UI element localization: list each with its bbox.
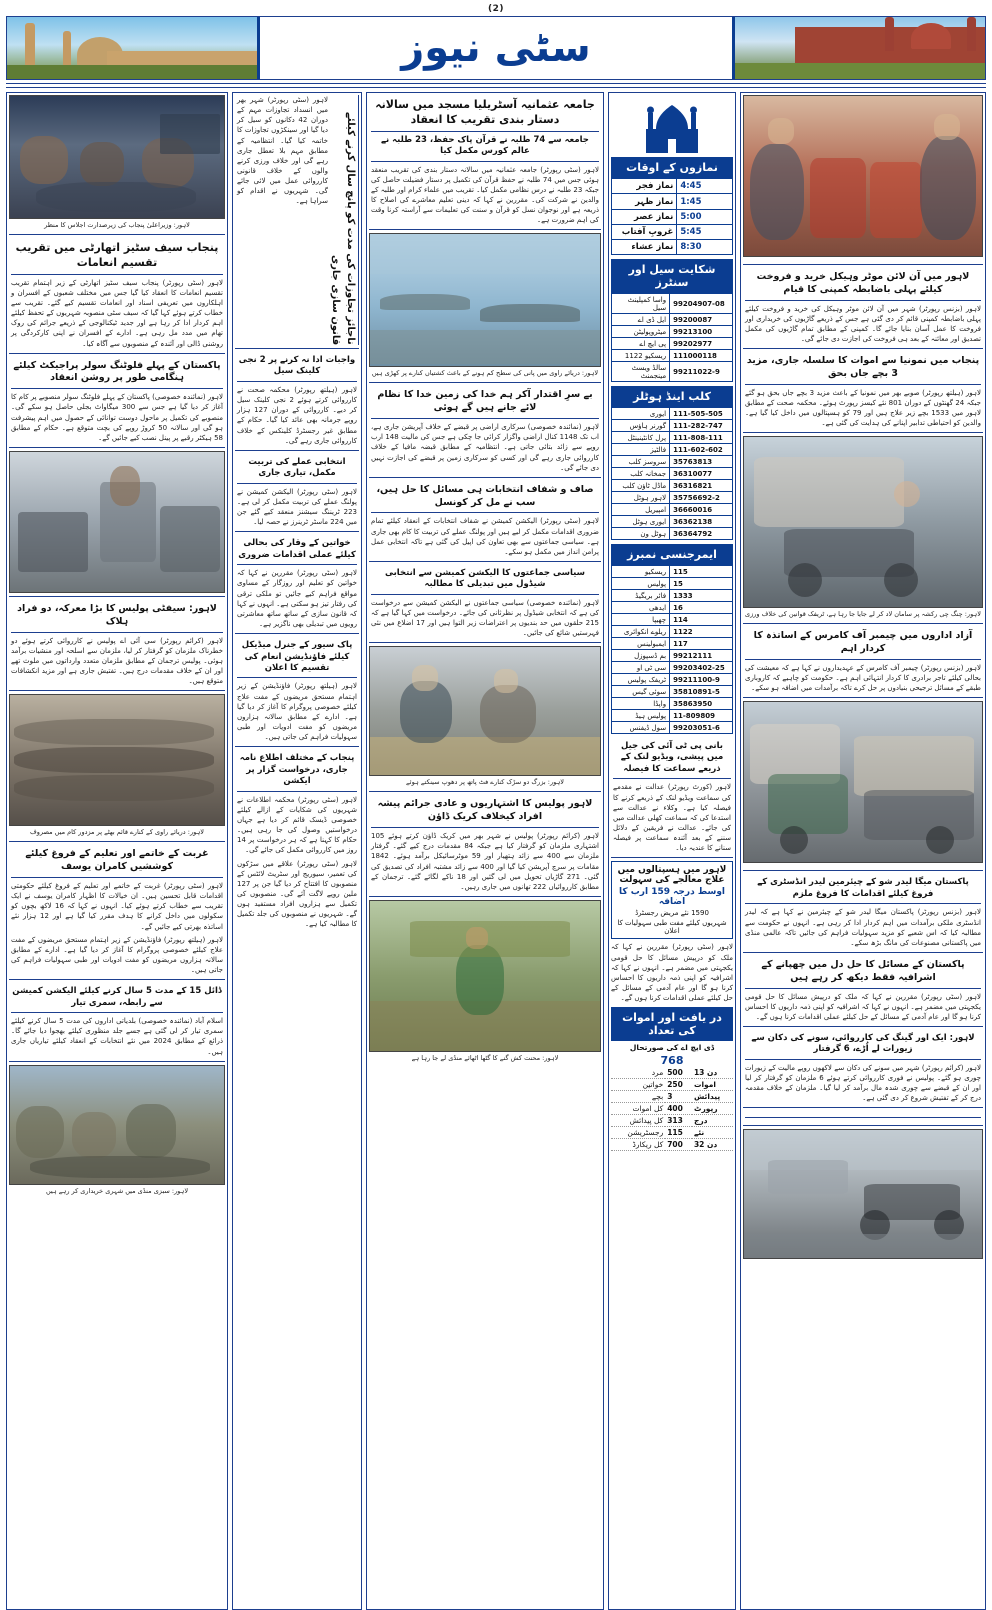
stat-extra: 13 دن <box>692 1067 733 1079</box>
headline: غربت کے خاتمے اور تعلیم کے فروغ کیلئے کوششیں کامران یوسف <box>25 848 209 873</box>
article-body: لاہور (نمائندہ خصوصی) سرکاری اراضی پر قبضے کے خلاف آپریشن جاری ہے، اب تک 1148 کنال اراضی واگزار کرائی جا چکی ہے جس کی مالیت 148 ارب روپے سے زائد بتائی جاتی ہے۔ انتظامیہ کے مطابق قبضہ مافیا کے خلاف کارروائی جاری رہے گی اور کسی کو سرکاری زمین پر قبضے کی اجازت نہیں دی جائے گی۔ <box>371 423 599 472</box>
table-row <box>612 194 733 210</box>
article-body: لاہور (سٹی رپورٹر) محکمہ اطلاعات نے شہریوں کی شکایات کے ازالے کیلئے خصوصی ڈیسک قائم کر دیا ہے جہاں درخواستیں وصول کی جا رہی ہیں۔ حکام کا کہنا ہے کہ ہر درخواست پر 14 روز میں کارروائی مکمل کی جائے گی۔ <box>237 795 357 855</box>
table-row <box>612 528 733 540</box>
headline: لاہور: سیفٹی پولیس کا بڑا معرکہ، دو فراد ہلاک <box>17 603 217 627</box>
prayer-time: 4:45 <box>677 179 733 194</box>
phone-number: 111-808-111 <box>670 432 733 444</box>
directory-extra-text: لاہور (سٹی رپورٹر) مقررین نے کہا کہ ملک کو درپیش مسائل کا حل قومی یکجہتی میں مضمر ہے۔ انہوں نے کہا کہ اشرافیہ کو اپنی ذمہ داریوں کا احساس کرنا ہو گا اور عام آدمی کے مسائل کے حل کیلئے عملی اقدامات کرنا ہوں گے۔ <box>611 943 733 1003</box>
article-body-extra: لاہور (ہیلتھ رپورٹر) فاؤنڈیشن کے زیر اہتمام مستحق مریضوں کے مفت علاج کیلئے خصوصی پروگرام کا آغاز کر دیا گیا ہے۔ ادارے کے مطابق سالانہ ہزاروں مریضوں کو مفت ادویات اور طبی سہولیات فراہم کی جاتی ہیں۔ <box>11 935 223 975</box>
prayer-times-table <box>611 178 733 255</box>
stat-label: کل پیدائش <box>611 1115 665 1127</box>
headline: بانی پی ٹی آئی کی جیل میں پیشی، ویڈیو لنک کے ذریعے سماعت کا فیصلہ <box>620 741 724 774</box>
place-label: ایوری <box>612 408 670 420</box>
headline: پنجاب میں نمونیا سے اموات کا سلسلہ جاری، مزید 3 بچے جاں بحق <box>746 355 980 379</box>
table-row <box>611 1067 733 1079</box>
prayer-label: غروبِ آفتاب <box>612 225 677 240</box>
column-4-directory <box>608 92 736 1610</box>
headline: جامعہ عثمانیہ آسٹریلیا مسجد میں سالانہ دستار بندی تقریب کا انعقاد <box>375 98 595 126</box>
phone-number: 35763813 <box>670 456 733 468</box>
headline: لاہور: ایک اور گینگ کی کارروائی، سونے کی دکان سے زیورات لے اُڑے، 6 گرفتار <box>751 1032 975 1055</box>
column-5 <box>740 92 986 1610</box>
service-label: فائر بریگیڈ <box>612 590 670 602</box>
phone-number: 111000118 <box>670 350 733 362</box>
stats-total: 768 <box>660 1054 684 1068</box>
table-row <box>612 444 733 456</box>
phone-number: 99211100-9 <box>670 674 733 686</box>
stat-label: بچے <box>611 1091 665 1103</box>
prayer-time: 1:45 <box>677 194 733 210</box>
article-poverty-education <box>9 845 225 980</box>
phone-number: 1122 <box>670 626 733 638</box>
article-transparent-election <box>369 481 601 562</box>
article-body: اسلام آباد (نمائندہ خصوصی) بلدیاتی اداروں کی مدت 5 سال کرنے کیلئے سمری تیار کر لی گئی ہے جسے جلد منظوری کیلئے بھجوا دیا جائے گا۔ ذرائع کے مطابق 2024 میں نئے انتخابات کے انعقاد کیلئے تیاریاں جاری ہیں۔ <box>11 1017 223 1056</box>
dept-label: میٹروپولیٹن <box>612 326 670 338</box>
table-row <box>612 362 733 382</box>
article-election-term <box>9 983 225 1062</box>
emergency-numbers-table <box>611 565 733 734</box>
photo-caption <box>743 863 983 867</box>
article-body: لاہور (کورٹ رپورٹر) عدالت نے مقدمے کی سماعت ویڈیو لنک کے ذریعے کرنے کا فیصلہ کیا ہے۔ وکلاء نے عدالت سے استدعا کی کہ سماعت کھلی عدالت میں کی جائے۔ عدالت نے فریقین کے دلائل سننے کے بعد آئندہ سماعت پر فیصلہ سنانے کا عندیہ دیا۔ <box>613 783 731 853</box>
article-body-extra: لاہور (سٹی رپورٹر) علاقے میں سڑکوں کی تعمیر، سیوریج اور سٹریٹ لائٹس کے منصوبوں کا افتتاح کر دیا گیا جن پر 127 ملین روپے لاگت آئے گی۔ منصوبوں کی تکمیل سے ہزاروں افراد مستفید ہوں گے۔ شہریوں نے منصوبوں کی جلد تکمیل کا مطالبہ کیا ہے۔ <box>237 859 357 929</box>
service-label: پولیس ہیڈ <box>612 710 670 722</box>
service-label: واپڈا <box>612 698 670 710</box>
phone-number: 99212111 <box>670 650 733 662</box>
photo-meeting <box>9 95 225 219</box>
masthead-photo-left <box>7 17 257 79</box>
article-safe-city <box>9 238 225 354</box>
headline: پاک سیور کے جنرل میڈیکل کیلئے فاؤنڈیشن انعام کی تقسیم کا اعلان <box>241 640 353 673</box>
table-row <box>612 722 733 734</box>
vertical-headline-block <box>235 95 359 345</box>
dept-label: پی ایچ اے <box>612 338 670 350</box>
table-row <box>612 179 733 194</box>
headline: آزاد اداروں میں چیمبر آف کامرس کے اساتذہ کا کردار اہم <box>753 630 973 655</box>
table-row <box>612 210 733 225</box>
place-label: ایوری ہوٹل <box>612 516 670 528</box>
place-label: ماڈل ٹاؤن کلب <box>612 480 670 492</box>
stat-label: خواتین <box>611 1079 665 1091</box>
phone-number: 36362138 <box>670 516 733 528</box>
table-row <box>611 1127 733 1139</box>
photo-caption: لاہور: وزیراعلیٰ پنجاب کی زیرصدارت اجلاس کا منظر <box>44 221 190 229</box>
table-row <box>612 590 733 602</box>
article-body: لاہور (سٹی رپورٹر) پنجاب سیف سٹیز اتھارٹی کے زیر اہتمام تقریب تقسیم انعامات کا انعقاد کیا گیا جس میں مختلف شعبوں کے افسران و اہلکاروں میں تعریفی اسناد اور انعامات تقسیم کیے گئے۔ تقریب سے خطاب کرتے ہوئے کہا گیا کہ سیف سٹی منصوبہ شہریوں کے تحفظ کیلئے اہم کردار ادا کر رہا ہے اور جدید ٹیکنالوجی کے ذریعے جرائم کی روک تھام میں مدد مل رہی ہے۔ ادارے کے افسران نے اپنی کارکردگی پر روشنی ڈالی اور آئندہ کے منصوبوں سے آگاہ کیا۔ <box>11 278 223 348</box>
phone-number: 36660016 <box>670 504 733 516</box>
article-gold-theft <box>743 1111 983 1126</box>
stat-value: 700 <box>665 1139 692 1151</box>
table-row <box>612 504 733 516</box>
place-label: امپیریل <box>612 504 670 516</box>
complaint-cells-table <box>611 293 733 382</box>
dept-label: ایل ڈی اے <box>612 314 670 326</box>
dept-label: واسا کمپلینٹ سیل <box>612 294 670 314</box>
headline: پنجاب کے مختلف اطلاع نامہ جاری، درخواست گزار پر ایکشن <box>239 753 355 787</box>
stat-extra: درج <box>692 1115 733 1127</box>
table-row <box>612 225 733 240</box>
photo-loaded-motorcycle <box>743 436 983 608</box>
page-number: (2) <box>488 4 504 14</box>
photo-river <box>369 233 601 367</box>
service-label: ٹریفک پولیس <box>612 674 670 686</box>
stat-extra: 32 دن <box>692 1139 733 1151</box>
headline: خواتین کے وقار کی بحالی کیلئے عملی اقدامات ضروری <box>238 538 356 560</box>
photo-water-vendor <box>743 95 983 257</box>
photo-caption: لاہور: دریائے راوی میں پانی کی سطح کم ہونے کے باعث کشتیاں کنارے پر کھڑی ہیں <box>371 369 599 378</box>
ad-footer: شہریوں کیلئے مفت طبی سہولیات کا اعلان <box>617 919 727 936</box>
service-label: سوئی گیس <box>612 686 670 698</box>
subheadline: جامعہ سے 74 طلبہ نے قرآن پاک حفظ، 23 طلبہ نے عالم کورس مکمل کیا <box>381 134 589 157</box>
stat-extra: نئے <box>692 1127 733 1139</box>
content-columns <box>6 92 986 1610</box>
masthead <box>6 16 986 80</box>
article-body: لاہور (بزنس رپورٹر) چیمبر آف کامرس کے عہدیداروں نے کہا ہے کہ معیشت کی بحالی کیلئے تاجر برادری کا کردار انتہائی اہم ہے۔ حکومت کو چاہیے کہ کاروباری طبقے کے مسائل ترجیحی بنیادوں پر حل کرے تاکہ برآمدات میں اضافہ ہو سکے۔ <box>745 664 981 693</box>
article-body: لاہور (سٹی رپورٹر) مقررین نے کہا کہ خواتین کو تعلیم اور روزگار کے مساوی مواقع فراہم کیے جائیں تو ملکی ترقی کی رفتار تیز ہو سکتی ہے۔ انہوں نے کہا کہ قانون سازی کے ساتھ ساتھ معاشرتی رویوں میں تبدیلی بھی ناگزیر ہے۔ <box>237 569 357 628</box>
place-label: جمخانہ کلب <box>612 468 670 480</box>
photo-sugarcane <box>369 900 601 1052</box>
place-label: ہوٹل ون <box>612 528 670 540</box>
dept-label: ریسکیو 1122 <box>612 350 670 362</box>
headline: پاکستان کے پہلے فلوٹنگ سولر پراجیکٹ کیلئے ہنگامی طور پر روشن انعقاد <box>13 359 221 384</box>
article-body: لاہور (نمائندہ خصوصی) سیاسی جماعتوں نے الیکشن کمیشن سے درخواست کی ہے کہ انتخابی شیڈول پر نظرثانی کی جائے۔ درخواست میں کہا گیا ہے کہ 215 حلقوں میں حد بندیوں پر اعتراضات زیر التوا ہیں اور 17 اضلاع میں نئی فہرستیں شائع کی جائیں۔ <box>371 598 599 638</box>
phone-number: 15 <box>670 578 733 590</box>
prayer-label: نماز عشاء <box>612 240 677 255</box>
article-body: لاہور (سٹی رپورٹر) شہر بھر میں انسداد تجاوزات مہم کے دوران 42 دکانوں کو سیل کر دیا گیا اور سینکڑوں تجاوزات کا خاتمہ کیا گیا۔ انتظامیہ کے مطابق مہم بلا تعطل جاری رہے گی اور خلاف ورزی کرنے والوں کے خلاف قانونی کارروائی عمل میں لائی جائے گی۔ شہریوں نے اقدام کو سراہا ہے۔ <box>237 96 328 206</box>
article-body: لاہور (سٹی رپورٹر) غربت کے خاتمے اور تعلیم کے فروغ کیلئے حکومتی اقدامات قابل تحسین ہیں۔ ان خیالات کا اظہار کامران یوسف نے ایک تقریب سے خطاب کرتے ہوئے کیا۔ انہوں نے کہا کہ 16 لاکھ بچوں کو سکولوں میں داخل کرانے کا ہدف مقرر کیا گیا ہے اور 12 ہزار نئے اساتذہ بھرتی کیے جائیں گے۔ <box>11 881 223 931</box>
table-row <box>612 350 733 362</box>
table-row <box>612 468 733 480</box>
phone-number: 99213100 <box>670 326 733 338</box>
phone-number: 1333 <box>670 590 733 602</box>
photo-caption: لاہور: محنت کش گنے کا گٹھا اٹھائے منڈی لے جا رہا ہے <box>411 1053 559 1062</box>
column-3 <box>366 92 604 1610</box>
phone-number: 11-809809 <box>670 710 733 722</box>
headline: واجبات ادا نہ کرنے پر 2 نجی کلینک سیل <box>238 355 356 377</box>
article-land-grab <box>369 386 601 477</box>
table-row <box>612 408 733 420</box>
photo-caption: لاہور: سبزی منڈی میں شہری خریداری کر رہے ہیں <box>45 1186 189 1195</box>
stats-subtitle: ڈی ایچ اے کی صورتحال <box>629 1043 715 1053</box>
photo-sacks <box>9 694 225 826</box>
phone-number: 117 <box>670 638 733 650</box>
table-row <box>612 638 733 650</box>
table-row <box>612 662 733 674</box>
photo-traffic <box>9 451 225 593</box>
phone-number: 16 <box>670 602 733 614</box>
photo-caption <box>743 1259 983 1263</box>
masthead-photo-right <box>735 17 985 79</box>
emergency-numbers-title: ایمرجنسی نمبرز <box>611 544 733 565</box>
stat-extra: پیدائش <box>692 1091 733 1103</box>
phone-number: 99204907-08 <box>670 294 733 314</box>
photo-caption: لاہور: چنگ چی رکشہ پر سامان لاد کر لے جایا جا رہا ہے، ٹریفک قوانین کی خلاف ورزی <box>745 610 981 619</box>
article-body: لاہور (ہیلتھ رپورٹر) محکمہ صحت نے کارروائی کرتے ہوئے 2 نجی کلینک سیل کر دیے۔ کارروائی کے دوران 127 ہزار روپے جرمانہ بھی عائد کیا گیا۔ حکام کے مطابق غیر رجسٹرڈ کلینکس کے خلاف کارروائی جاری رہے گی۔ <box>237 385 358 445</box>
column-1 <box>6 92 228 1610</box>
service-label: چھیپا <box>612 614 670 626</box>
headline: سیاسی جماعتوں کا الیکشن کمیشن سے انتخابی شیڈول میں تبدیلی کا مطالبہ <box>385 567 585 590</box>
service-label: ریسکیو <box>612 566 670 578</box>
article-body: لاہور (کرائم رپورٹر) سی آئی اے پولیس نے کارروائی کرتے ہوئے دو خطرناک ملزمان کو گرفتار کر لیا، ملزمان سے اسلحہ اور منشیات برآمد ہوئی۔ پولیس ترجمان کے مطابق ملزمان متعدد وارداتوں میں ملوث تھے اور ان کے خلاف مقدمات درج ہیں۔ تفتیش جاری ہے اور مزید انکشافات متوقع ہیں۔ <box>11 636 223 686</box>
headline: انتخابی عملے کی تربیت مکمل، تیاری جاری <box>248 456 346 479</box>
ad-box <box>611 861 733 939</box>
article-body: لاہور (بزنس رپورٹر) پاکستان میگا لیدر شو کے چیئرمین نے کہا ہے کہ لیدر انڈسٹری ملکی برآمدات میں اہم کردار ادا کر رہی ہے۔ انہوں نے حکومت سے مطالبہ کیا کہ اس شعبے کو مزید سہولیات فراہم کی جائیں تاکہ عالمی منڈی میں پاکستانی مصنوعات کی مانگ بڑھ سکے۔ <box>745 908 981 947</box>
place-label: پرل کانٹینینٹل <box>612 432 670 444</box>
phone-number: 36310077 <box>670 468 733 480</box>
table-row <box>611 1139 733 1151</box>
place-label: فالٹیز <box>612 444 670 456</box>
photo-caption: لاہور: دریائے راوی کے کنارے قائم بھٹے پر مزدور کام میں مصروف <box>30 828 204 837</box>
table-row <box>612 710 733 722</box>
service-label: پولیس <box>612 578 670 590</box>
table-row <box>611 1091 733 1103</box>
prayer-time: 5:45 <box>677 225 733 240</box>
article-body: لاہور (سٹی رپورٹر) الیکشن کمیشن نے شفاف انتخابات کے انعقاد کیلئے تمام ضروری اقدامات مکمل کر لیے ہیں اور پولنگ عملے کی تربیت کا کام بھی جاری ہے۔ سیاسی جماعتوں سے بھی تعاون کی اپیل کی گئی ہے تاکہ انتخابی عمل پرامن انداز میں مکمل ہو سکے۔ <box>371 517 599 556</box>
table-row <box>612 456 733 468</box>
table-row <box>612 294 733 314</box>
stat-value: 313 <box>665 1115 692 1127</box>
table-row <box>612 578 733 590</box>
service-label: ریلوے انکوائری <box>612 626 670 638</box>
prayer-times-title: نمازوں کے اوقات <box>611 157 733 178</box>
article-chambers <box>743 874 983 953</box>
table-row <box>612 480 733 492</box>
stat-value: 500 <box>665 1067 692 1079</box>
ad-line-2: اوسط درجہ 159 ارب کا اضافہ <box>619 887 725 908</box>
article-mega-leather-show <box>743 956 983 1027</box>
table-row <box>612 326 733 338</box>
article-body: لاہور (ہیلتھ رپورٹر) صوبے بھر میں نمونیا کے باعث مزید 3 بچے جاں بحق ہو گئے جبکہ 24 گھنٹوں کے دوران 801 نئے کیسز رپورٹ ہوئے۔ محکمہ صحت کے مطابق لاہور میں 1533 بچے زیر علاج ہیں اور 79 کو ہسپتالوں میں داخل کیا گیا ہے۔ والدین کو احتیاطی تدابیر اپنانے کی ہدایت کی گئی ہے۔ <box>745 388 981 428</box>
page-title: سٹی نیوز <box>401 25 591 71</box>
stat-value: 115 <box>665 1127 692 1139</box>
phone-number: 99211022-9 <box>670 362 733 382</box>
phone-number: 111-602-602 <box>670 444 733 456</box>
table-row <box>612 602 733 614</box>
table-row <box>611 1115 733 1127</box>
service-label: سی ٹی او <box>612 662 670 674</box>
article-punjab-info <box>235 750 359 933</box>
complaint-cells-title: شکایت سیل اور سنٹرز <box>611 259 733 293</box>
stat-value: 3 <box>665 1091 692 1103</box>
photo-elders <box>369 646 601 776</box>
table-row <box>612 314 733 326</box>
table-row <box>611 1079 733 1091</box>
stat-value: 400 <box>665 1103 692 1115</box>
prayer-time: 8:30 <box>677 240 733 255</box>
photo-caption <box>743 257 983 261</box>
phone-number: 99202977 <box>670 338 733 350</box>
stat-label: کل ریکارڈ <box>611 1139 665 1151</box>
stat-label: مرد <box>611 1067 665 1079</box>
phone-number: 99200087 <box>670 314 733 326</box>
article-ecp-request <box>369 565 601 644</box>
photo-loaded-rickshaw <box>743 701 983 863</box>
article-online-vehicle <box>743 352 983 433</box>
table-row <box>612 338 733 350</box>
headline: پنجاب سیف سٹیز اتھارٹی میں تقریب تقسیم انعامات <box>15 241 219 269</box>
article-crackdown <box>369 795 601 896</box>
article-body: لاہور (بزنس رپورٹر) شہر میں آن لائن موٹر وہیکل کی خرید و فروخت کیلئے پہلی باضابطہ کمپنی قائم کر دی گئی ہے جس کے ذریعے گاڑیوں کی خریداری اور فروخت کا عمل آسان بنایا جائے گا۔ کمپنی کے مطابق تمام گاڑیوں کی مکمل تصدیق اور معائنہ کے بعد ہی فروخت کی اجازت دی جائے گی۔ <box>745 304 981 344</box>
headline: صاف و شفاف انتخابات ہی مسائل کا حل ہیں، سب نے مل کر کونسل <box>376 483 594 508</box>
phone-number: 36316821 <box>670 480 733 492</box>
place-label: گورنر ہاؤس <box>612 420 670 432</box>
service-label: ایمبولینس <box>612 638 670 650</box>
article-misc-2 <box>235 454 359 533</box>
clubs-hotels-table <box>611 407 733 540</box>
mosque-icon <box>611 95 733 155</box>
prayer-time: 5:00 <box>677 210 733 225</box>
table-row <box>612 698 733 710</box>
prayer-label: نماز فجر <box>612 179 677 194</box>
article-police-success <box>9 600 225 691</box>
service-label: بم ڈسپوزل <box>612 650 670 662</box>
table-row <box>612 626 733 638</box>
headline: پاکستان کے مسائل کا حل دل میں چھپانے کے اشرافیہ فقط دیکھ کر رہے ہیں <box>761 958 965 983</box>
table-row <box>612 686 733 698</box>
service-label: سول ڈیفنس <box>612 722 670 734</box>
article-body: لاہور (کرائم رپورٹر) پولیس نے شہر بھر میں کریک ڈاؤن کرتے ہوئے 105 اشتہاری ملزمان کو گرفتار کیا ہے جبکہ 84 مقدمات درج کیے گئے۔ گرفتار ملزمان سے 400 سے زائد ہتھیار اور 59 موٹرسائیکل برآمد ہوئے۔ 1842 مقامات پر سرچ آپریشن کیا گیا اور 400 سے زائد مشتبہ افراد کی تصدیق کی گئی۔ 271 گاڑیاں تحویل میں لی گئیں اور 18 ناکے لگائے گئے۔ ترجمان کے مطابق کارروائیاں 222 تھانوں میں جاری رہیں۔ <box>371 832 600 891</box>
table-row <box>612 516 733 528</box>
stat-extra: رپورٹ <box>692 1103 733 1115</box>
article-ptcl-council <box>611 738 733 858</box>
article-dastar-bandi <box>369 95 601 230</box>
article-body: لاہور (سٹی رپورٹر) الیکشن کمیشن نے پولنگ عملے کی تربیت مکمل کر لی ہے۔ 223 ٹریننگ سیشنز منعقد کیے گئے جن میں 224 ماسٹر ٹرینرز نے حصہ لیا۔ <box>237 487 357 527</box>
stat-value: 250 <box>665 1079 692 1091</box>
table-row <box>612 650 733 662</box>
service-label: ایدھی <box>612 602 670 614</box>
phone-number: 111-505-505 <box>670 408 733 420</box>
table-row <box>612 432 733 444</box>
article-body: لاہور (نمائندہ خصوصی) پاکستان کے پہلے فلوٹنگ سولر منصوبے پر کام کا آغاز کر دیا گیا ہے جس سے 300 میگاواٹ بجلی حاصل ہو سکے گی۔ منصوبے کی تکمیل پر ماحول دوست توانائی کے حصول میں اہم پیشرفت ہو گی اور سالانہ 50 کروڑ روپے کی بچت متوقع ہے۔ حکام کے مطابق 58 ہیکٹر رقبے پر پینل نصب کیے جائیں گے۔ <box>11 393 223 442</box>
article-body: لاہور (کرائم رپورٹر) شہر میں سونے کی دکان سے لاکھوں روپے مالیت کے زیورات چوری ہو گئے۔ پولیس نے فوری کارروائی کرتے ہوئے 6 ملزمان کو گرفتار کر لیا اور ان کے قبضے سے چوری شدہ مال برآمد کر لیا گیا۔ ملزمان کے خلاف مقدمہ درج کر کے تفتیش شروع کر دی گئی ہے۔ <box>745 1063 981 1103</box>
photo-market <box>9 1065 225 1185</box>
ad-line-3: 1590 نئے مریض رجسٹرڈ <box>635 909 709 918</box>
table-row <box>612 420 733 432</box>
table-row <box>611 1103 733 1115</box>
article-body: لاہور (سٹی رپورٹر) جامعہ عثمانیہ میں سالانہ دستار بندی کی تقریب منعقد ہوئی جس میں 74 طلبہ نے حفظ قرآن کی تکمیل پر دستار فضیلت حاصل کی جبکہ 23 طلبہ نے درس نظامی مکمل کیا۔ تقریب میں علماء کرام اور طلبہ کے والدین نے شرکت کی۔ مقررین نے کہا کہ دینی تعلیم معاشرے کی اصلاح کا ذریعہ ہے اور نوجوان نسل کو قرآن و سنت کی تعلیمات سے آراستہ کرنا وقت کی اہم ضرورت ہے۔ <box>371 165 600 225</box>
article-pneumonia <box>743 627 983 698</box>
article-elite-problems <box>743 1030 983 1109</box>
photo-parked-motorcycle <box>743 1129 983 1259</box>
headline: پاکستان میگا لیدر شو کے چیئرمین لیدر انڈسٹری کے فروغ کیلئے اقدامات کا فروغ ملزم <box>757 877 969 899</box>
stat-label: رجسٹریشن <box>611 1127 665 1139</box>
prayer-label: نماز ظہر <box>612 194 677 210</box>
phone-number: 35756692-2 <box>670 492 733 504</box>
phone-number: 111-282-747 <box>670 420 733 432</box>
table-row <box>612 674 733 686</box>
prayer-label: نماز عصر <box>612 210 677 225</box>
phone-number: 115 <box>670 566 733 578</box>
headline: ناجائز تجاوزات کی مدت کو پانچ سال کرنے کیلئے قانون سازی جاری <box>330 112 356 345</box>
article-solar <box>9 357 225 448</box>
phone-number: 36364792 <box>670 528 733 540</box>
phone-number: 99203402-25 <box>670 662 733 674</box>
phone-number: 114 <box>670 614 733 626</box>
place-label: سروسز کلب <box>612 456 670 468</box>
article-high-court <box>743 268 983 349</box>
headline: لاہور پولیس کا اشتہاریوں و عادی جرائم پیشہ افراد کیخلاف کریک ڈاؤن <box>377 798 593 823</box>
masthead-title-area <box>257 17 735 79</box>
phone-number: 35810891-5 <box>670 686 733 698</box>
table-row <box>612 566 733 578</box>
headline: لاہور میں آن لائن موٹر وہیکل خرید و فروخت کیلئے پہلی باضابطہ کمپنی کا قیام <box>756 271 970 295</box>
article-body: لاہور (سٹی رپورٹر) مقررین نے کہا کہ ملک کو درپیش مسائل کا حل قومی یکجہتی میں مضمر ہے۔ انہوں نے کہا کہ اشرافیہ کو اپنی ذمہ داریوں کا احساس کرنا ہو گا اور عام آدمی کے مسائل کے حل کیلئے عملی اقدامات کرنا ہوں گے۔ <box>745 992 981 1021</box>
article-hospital-foundation <box>235 637 359 747</box>
headline: بے سرِ اقتدار آکر ہم خدا کی زمین خدا کا نظام لائے جانے ہیں گے ہوئی <box>377 389 593 414</box>
birth-death-stats <box>611 1041 733 1151</box>
headline: ڈائل 15 کے مدت 5 سال کرنے کیلئے الیکشن کمیشن سے رابطہ، سمری تیار <box>12 986 222 1008</box>
table-row <box>612 240 733 255</box>
stat-extra: اموات <box>692 1079 733 1091</box>
birth-death-title: در یافت اور اموات کی تعداد <box>611 1007 733 1041</box>
article-misc-1 <box>235 352 359 451</box>
photo-caption: لاہور: بزرگ دو سڑک کنارے فٹ پاتھ پر دھوپ سینکتے ہوئے <box>406 778 564 787</box>
table-row <box>612 614 733 626</box>
dept-label: سالڈ ویسٹ مینجمنٹ <box>612 362 670 382</box>
column-2 <box>232 92 362 1610</box>
clubs-hotels-title: کلب اینڈ ہوٹلز <box>611 386 733 407</box>
stat-label: کل اموات <box>611 1103 665 1115</box>
article-body: لاہور (ہیلتھ رپورٹر) فاؤنڈیشن کے زیر اہتمام مستحق مریضوں کے مفت علاج کیلئے خصوصی پروگرام کا آغاز کر دیا گیا ہے۔ ادارے کے مطابق سالانہ ہزاروں مریضوں کو مفت ادویات اور طبی سہولیات فراہم کی جاتی ہیں۔ <box>237 682 357 742</box>
masthead-rule <box>6 83 986 88</box>
phone-number: 99203051-6 <box>670 722 733 734</box>
table-row <box>612 492 733 504</box>
phone-number: 35863950 <box>670 698 733 710</box>
article-women-dignity <box>235 535 359 634</box>
place-label: لاہور ہوٹل <box>612 492 670 504</box>
ad-line-1: لاہور میں ہسپتالوں میں علاج معالجے کی سہولت <box>617 865 727 886</box>
